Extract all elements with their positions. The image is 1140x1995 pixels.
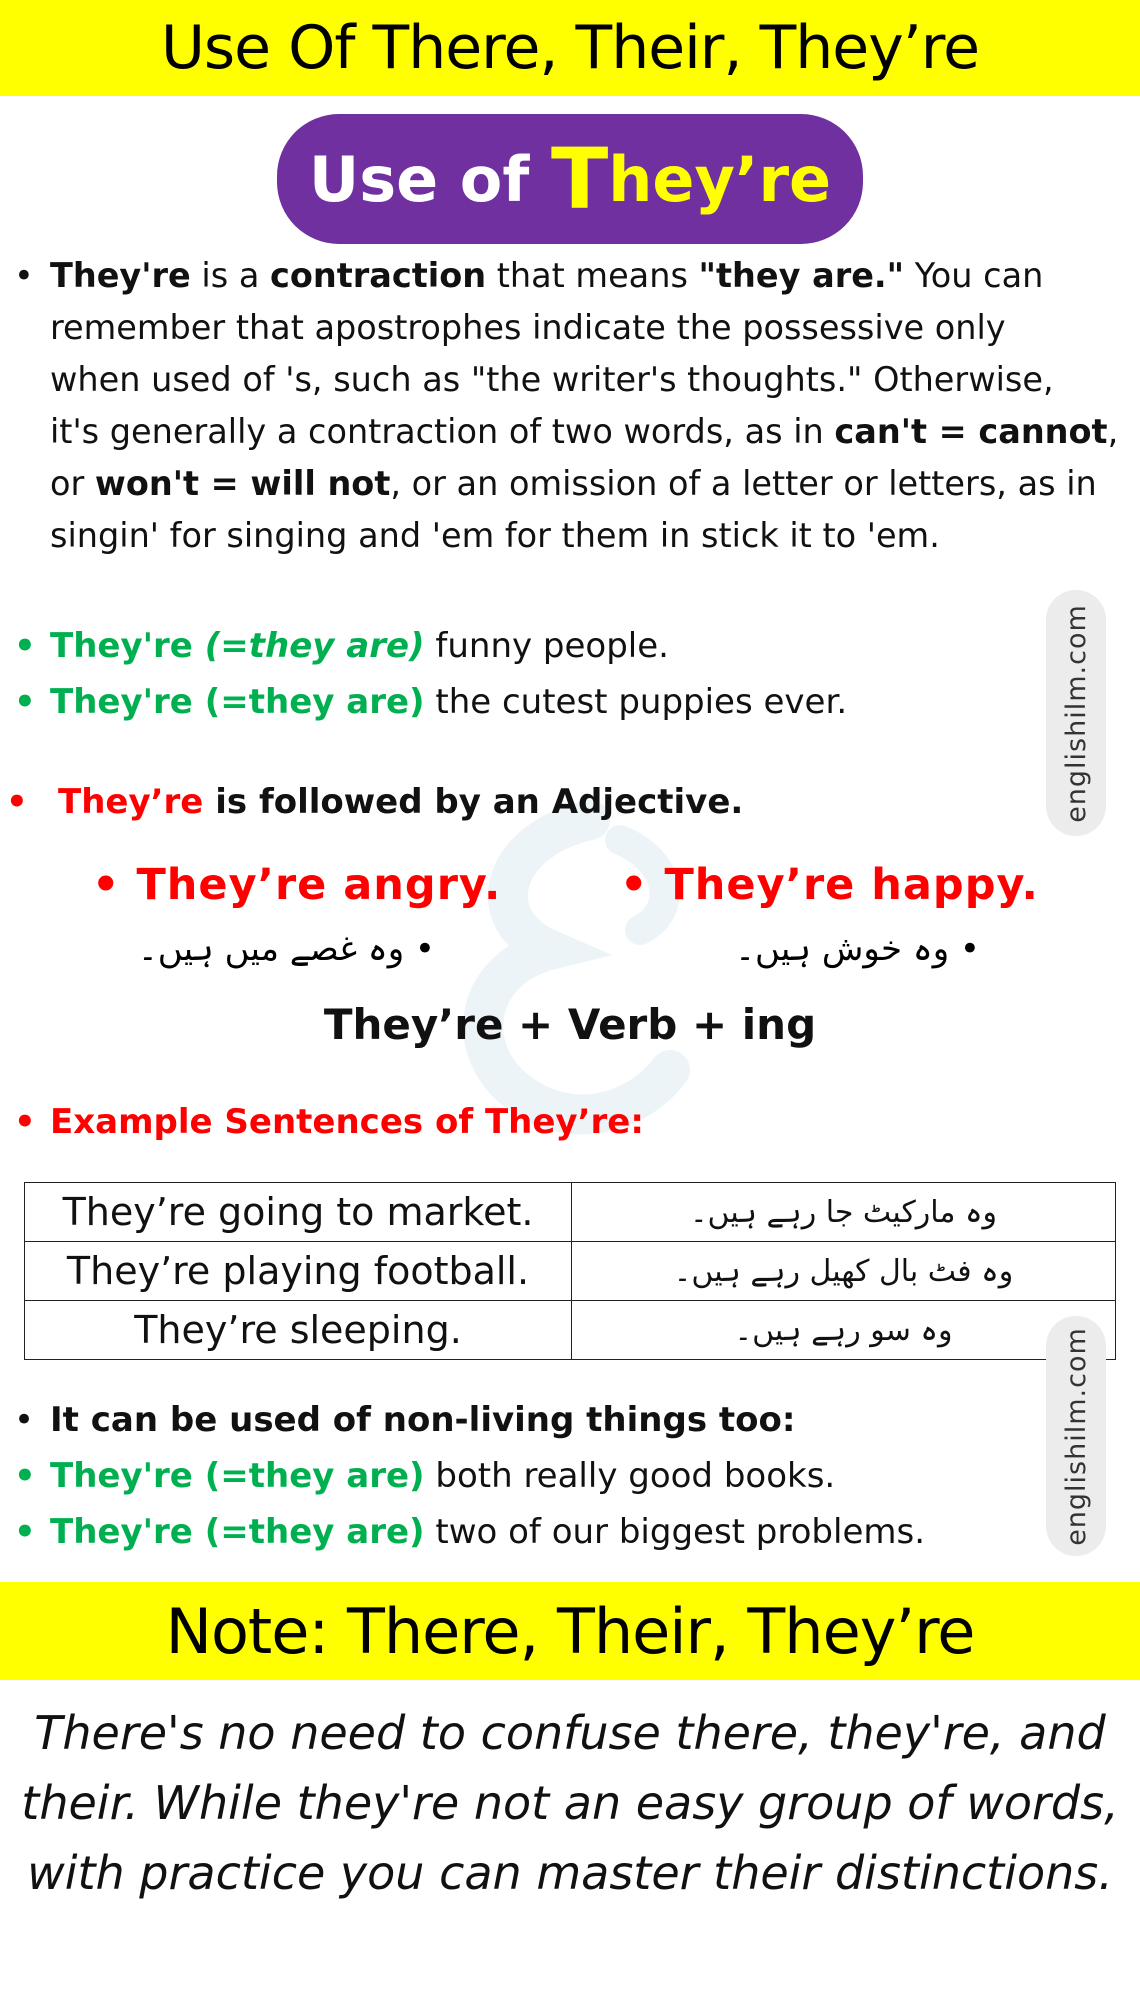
table-cell-urdu: وہ فٹ بال کھیل رہے ہیں۔: [572, 1242, 1116, 1301]
intro-line-4: [50, 406, 1130, 458]
note-title: Note: There, Their, They’re: [165, 1594, 975, 1668]
term-contraction: contraction: [270, 256, 487, 295]
section-title-pill: [277, 114, 863, 244]
rule-text: is followed by an Adjective.: [203, 782, 744, 822]
intro-line-6: singin' for singing and 'em for them in stick it to 'em.: [50, 516, 940, 555]
example-heading: [14, 1096, 644, 1148]
example-subject: They're: [50, 1512, 205, 1552]
text: or: [50, 464, 95, 503]
adjective-example-angry: [92, 860, 501, 910]
example-rest: two of our biggest problems.: [424, 1512, 925, 1552]
term-will-not: won't = will not: [94, 464, 391, 503]
note-line-1: There's no need to confuse there, they're, and: [34, 1706, 1106, 1760]
bullet-icon: •: [620, 860, 665, 910]
intro-line-3: when used of 's, such as "the writer's thoughts." Otherwise,: [50, 360, 1054, 399]
term-they-are: "they are.": [698, 256, 905, 295]
urdu-text: وہ خوش ہیں۔: [735, 929, 950, 969]
table-cell-english: They’re playing football.: [25, 1242, 572, 1301]
example-gloss: (=they are): [204, 1512, 425, 1552]
intro-paragraph: [14, 250, 1130, 562]
bullet-icon: •: [14, 1456, 36, 1496]
note-line-2: their. While they're not an easy group of words,: [21, 1776, 1119, 1830]
example-gloss: (=they are): [204, 626, 425, 666]
example-item: [14, 620, 669, 672]
table-cell-urdu: وہ سو رہے ہیں۔: [572, 1301, 1116, 1360]
adjective-rule: [6, 776, 744, 828]
urdu-translation-angry: [137, 928, 435, 969]
table-row: [25, 1183, 1116, 1242]
bullet-icon: •: [404, 929, 435, 969]
example-subject: They're: [50, 1456, 205, 1496]
urdu-text: وہ غصے میں ہیں۔: [137, 929, 405, 969]
example-heading-text: Example Sentences of They’re:: [50, 1102, 644, 1142]
site-watermark: [1046, 1316, 1106, 1556]
nonliving-item: [14, 1506, 925, 1558]
rule-subject: They’re: [58, 782, 204, 822]
pill-rest: hey’re: [608, 142, 832, 216]
table-row: [25, 1242, 1116, 1301]
pill-prefix: Use of: [308, 142, 551, 216]
bullet-icon: •: [14, 1512, 36, 1552]
example-subject: They're: [50, 682, 205, 722]
text: is a: [190, 256, 271, 295]
bullet-icon: •: [92, 860, 137, 910]
text: that means: [486, 256, 699, 295]
example-subject: They're: [50, 626, 205, 666]
note-line-3: with practice you can master their distinctions.: [27, 1846, 1113, 1900]
bullet-icon: •: [949, 929, 980, 969]
note-banner: [0, 1582, 1140, 1680]
page-title: Use Of There, Their, They’re: [160, 13, 980, 83]
adjective-english: They’re angry.: [136, 860, 502, 910]
example-rest: the cutest puppies ever.: [424, 682, 848, 722]
term-theyre: They're: [50, 256, 191, 295]
text: ,: [1107, 412, 1119, 451]
text: , or an omission of a letter or letters, as in: [390, 464, 1097, 503]
bullet-icon: •: [14, 1400, 35, 1440]
intro-line-1: [50, 250, 1130, 302]
site-watermark: [1046, 590, 1106, 836]
watermark-text: englishilm.com: [1060, 603, 1092, 823]
watermark-text: englishilm.com: [1060, 1326, 1092, 1546]
bullet-icon: •: [14, 256, 34, 295]
table-cell-english: They’re going to market.: [25, 1183, 572, 1242]
adjective-english: They’re happy.: [664, 860, 1039, 910]
adjective-example-happy: [620, 860, 1039, 910]
example-gloss: (=they are): [204, 682, 425, 722]
note-paragraph: [0, 1698, 1140, 1908]
text: You can: [904, 256, 1044, 295]
examples-table: [24, 1182, 1116, 1360]
bullet-icon: •: [6, 782, 28, 822]
nonliving-item: [14, 1450, 836, 1502]
text: it's generally a contraction of two words, as in: [50, 412, 835, 451]
formula-heading: They’re + Verb + ing: [323, 1000, 817, 1049]
nonliving-heading: [14, 1394, 796, 1446]
nonliving-heading-text: It can be used of non-living things too:: [50, 1400, 796, 1440]
pill-big-letter: T: [550, 130, 609, 228]
example-gloss: (=they are): [204, 1456, 425, 1496]
table-cell-english: They’re sleeping.: [25, 1301, 572, 1360]
bullet-icon: •: [14, 682, 36, 722]
example-rest: both really good books.: [424, 1456, 836, 1496]
urdu-translation-happy: [735, 928, 980, 969]
page-title-banner: [0, 0, 1140, 96]
intro-line-2: remember that apostrophes indicate the possessive only: [50, 308, 1006, 347]
table-cell-urdu: وہ مارکیٹ جا رہے ہیں۔: [572, 1183, 1116, 1242]
bullet-icon: •: [14, 626, 36, 666]
table-row: [25, 1301, 1116, 1360]
example-rest: funny people.: [424, 626, 669, 666]
example-item: [14, 676, 848, 728]
intro-line-5: [50, 458, 1130, 510]
term-cannot: can't = cannot: [834, 412, 1108, 451]
bullet-icon: •: [14, 1102, 36, 1142]
